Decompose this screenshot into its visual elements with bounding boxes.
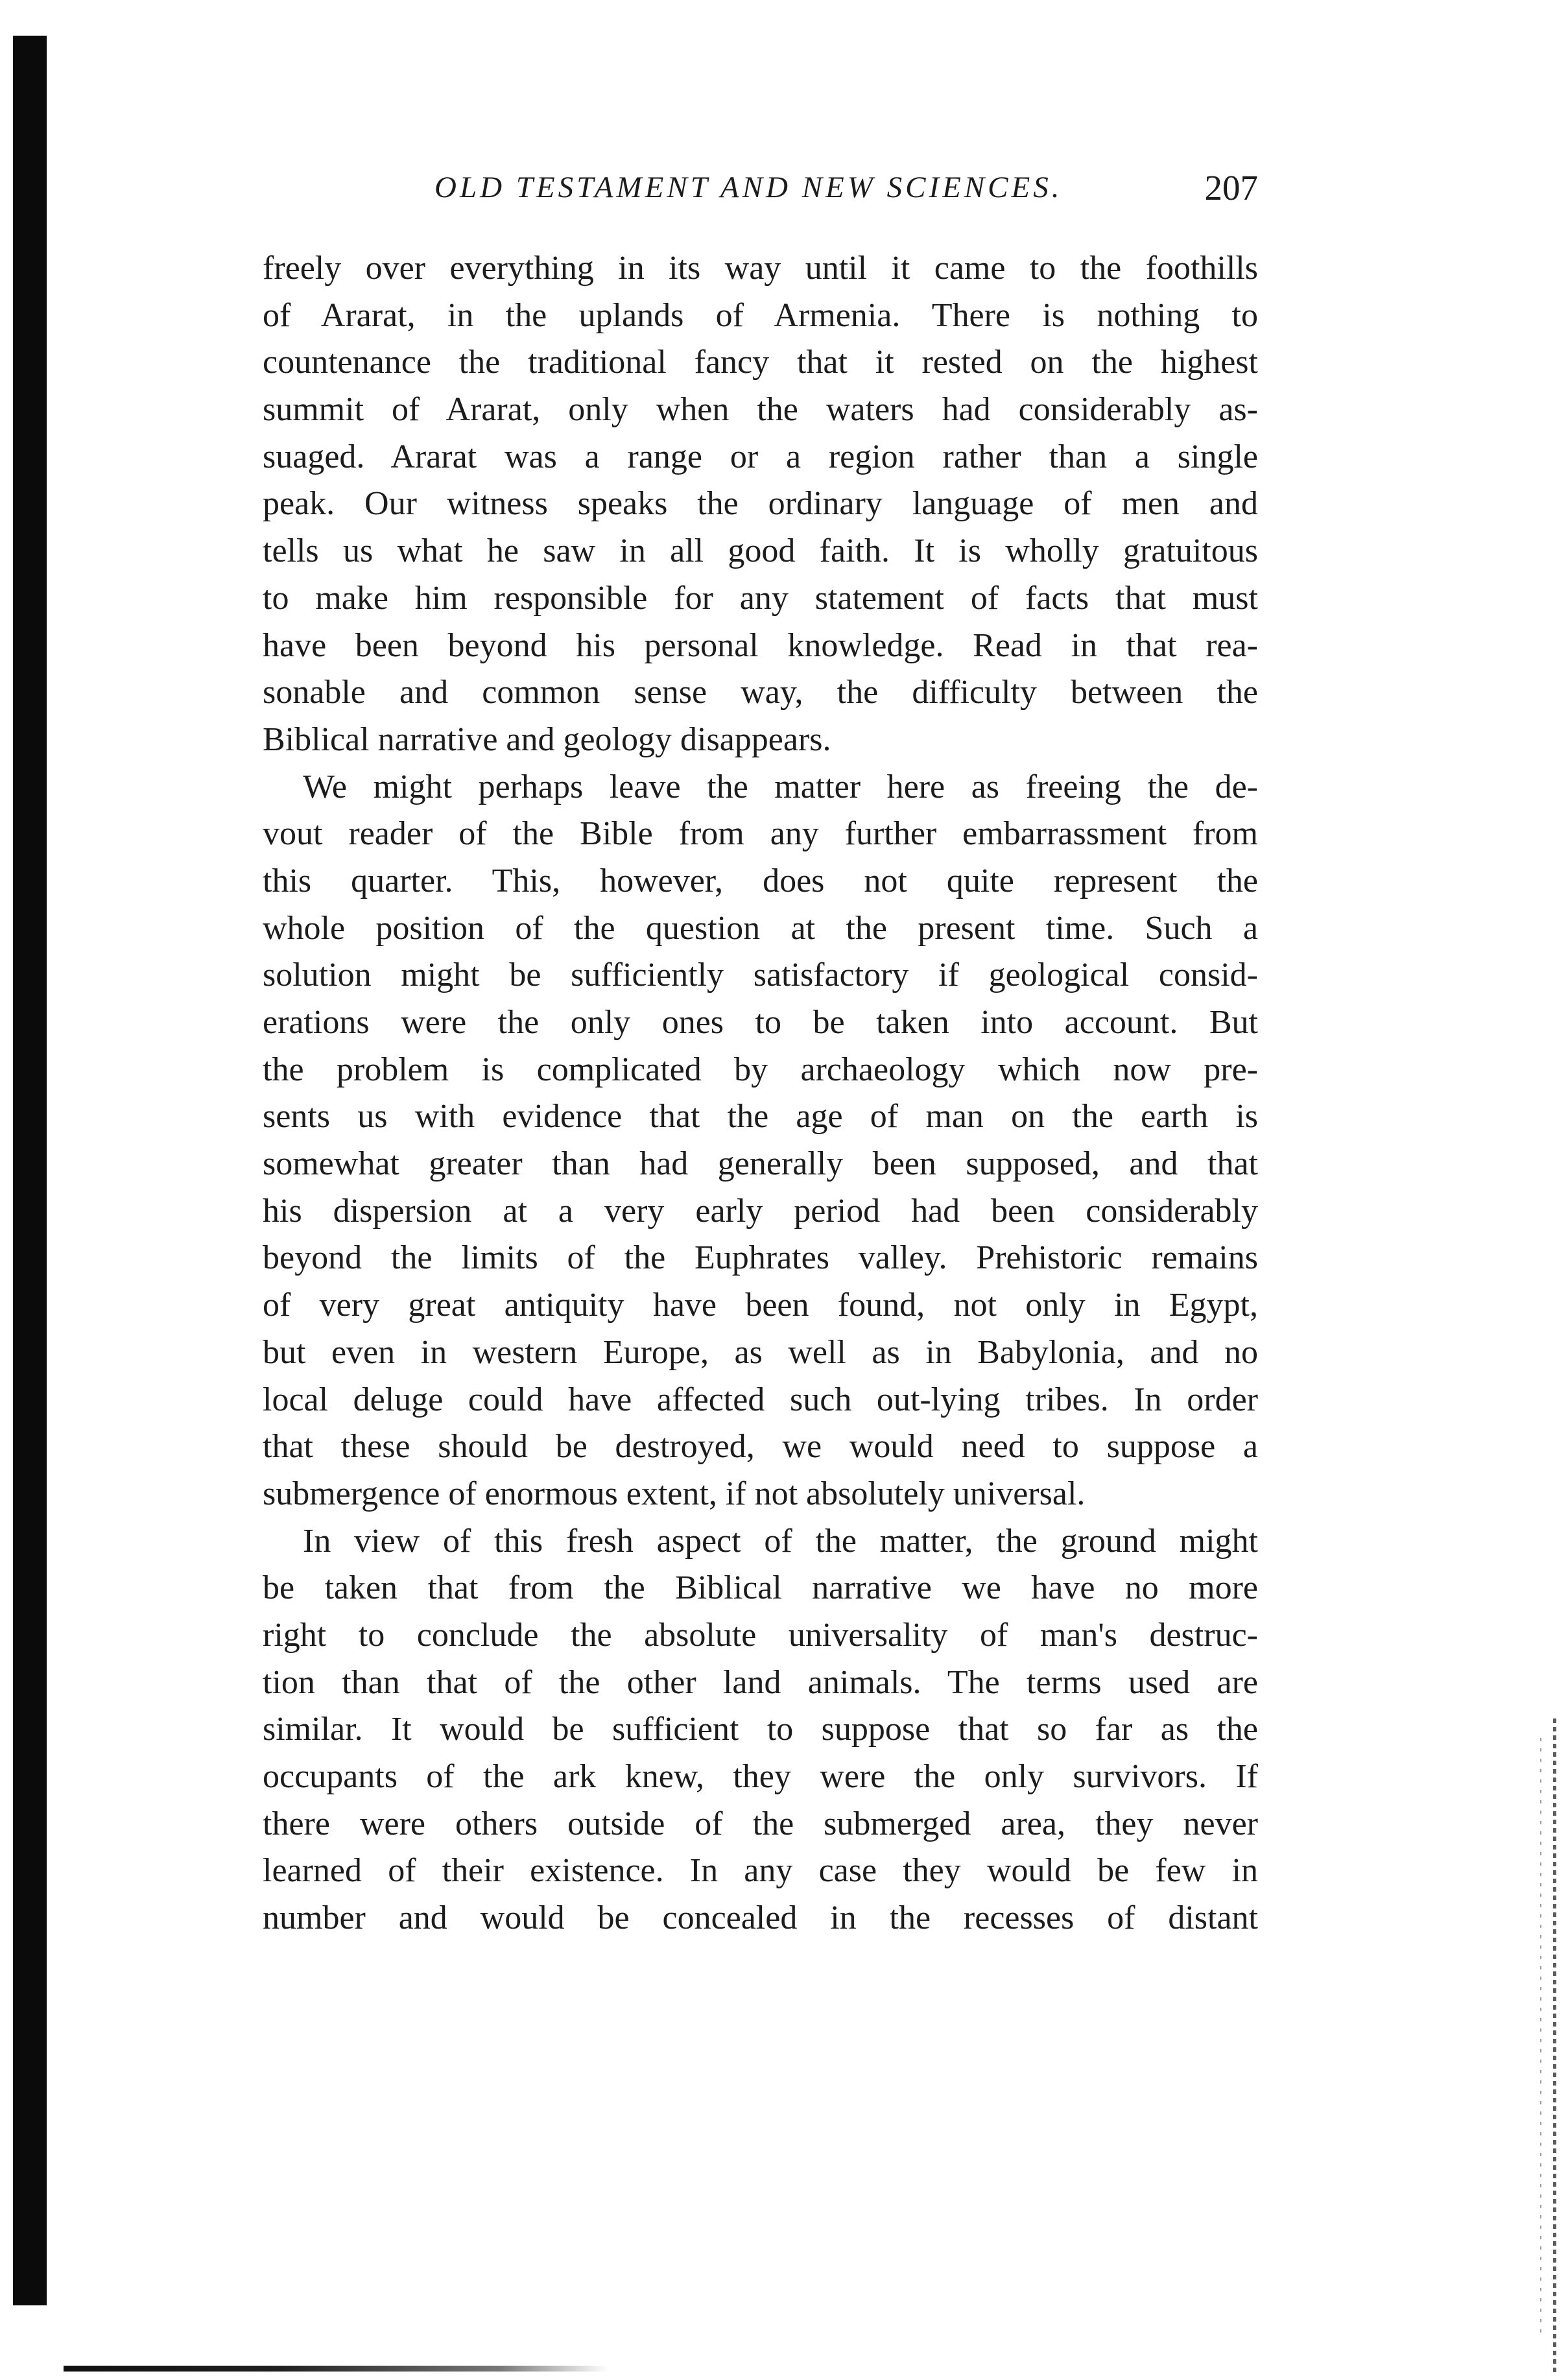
text-line: We might perhaps leave the matter here as freeing the de-: [303, 768, 1258, 805]
text-line: of very great antiquity have been found, not only in Egypt,: [263, 1287, 1258, 1324]
body-text: [263, 245, 1258, 1942]
text-line: number and would be concealed in the recesses of distant: [263, 1899, 1258, 1937]
text-line: be taken that from the Biblical narrative we have no more: [263, 1569, 1258, 1607]
text-line: freely over everything in its way until it came to the foothills: [263, 250, 1258, 287]
text-line: local deluge could have affected such out-lying tribes. In order: [263, 1381, 1258, 1418]
text-line: but even in western Europe, as well as in Babylonia, and no: [263, 1333, 1258, 1371]
text-line: beyond the limits of the Euphrates valley. Prehistoric remains: [263, 1239, 1258, 1277]
text-line: learned of their existence. In any case they would be few in: [263, 1852, 1258, 1890]
page-header: [263, 167, 1258, 219]
text-line: tells us what he saw in all good faith. It is wholly gratuitous: [263, 532, 1258, 570]
text-line: to make him responsible for any statement of facts that must: [263, 579, 1258, 617]
text-line: the problem is complicated by archaeology which now pre-: [263, 1051, 1258, 1088]
paragraph-1: [263, 245, 1258, 764]
text-line: suaged. Ararat was a range or a region rather than a single: [263, 438, 1258, 475]
text-line: countenance the traditional fancy that it rested on the highest: [263, 344, 1258, 381]
text-line: right to conclude the absolute universality of man's destruc-: [263, 1616, 1258, 1654]
scan-page-edge-right-inner: [1540, 1738, 1541, 2335]
text-line: solution might be sufficiently satisfactory if geological consid-: [263, 957, 1258, 994]
scan-binding-edge: [13, 36, 47, 2305]
text-line: summit of Ararat, only when the waters had considerably as-: [263, 391, 1258, 429]
text-line: there were others outside of the submerged area, they never: [263, 1805, 1258, 1842]
text-line: this quarter. This, however, does not quite represent the: [263, 862, 1258, 899]
paragraph-3: [263, 1518, 1258, 1942]
paragraph-2: [263, 764, 1258, 1518]
page-number: 207: [1204, 168, 1258, 208]
text-line: submergence of enormous extent, if not absolutely universal.: [263, 1475, 1086, 1512]
text-line: peak. Our witness speaks the ordinary language of men and: [263, 485, 1258, 523]
text-line: sonable and common sense way, the difficulty between the: [263, 674, 1258, 711]
text-line: whole position of the question at the present time. Such a: [263, 909, 1258, 947]
text-line: In view of this fresh aspect of the matter, the ground might: [303, 1522, 1258, 1560]
text-line: his dispersion at a very early period had been considerably: [263, 1192, 1258, 1230]
text-line: have been beyond his personal knowledge. Read in that rea-: [263, 626, 1258, 664]
running-title: OLD TESTAMENT AND NEW SCIENCES.: [434, 171, 1063, 204]
text-line: occupants of the ark knew, they were the only survivors. If: [263, 1758, 1258, 1795]
text-line: that these should be destroyed, we would need to suppose a: [263, 1428, 1258, 1466]
text-line: erations were the only ones to be taken into account. But: [263, 1004, 1258, 1041]
scan-page-edge-right: [1553, 1718, 1556, 2373]
text-line: Biblical narrative and geology disappears.: [263, 720, 831, 758]
text-line: somewhat greater than had generally been supposed, and that: [263, 1145, 1258, 1183]
text-line: of Ararat, in the uplands of Armenia. There is nothing to: [263, 296, 1258, 334]
text-line: vout reader of the Bible from any further embarrassment from: [263, 815, 1258, 853]
text-line: tion than that of the other land animals. The terms used are: [263, 1663, 1258, 1701]
scan-bottom-edge: [64, 2366, 608, 2372]
text-line: sents us with evidence that the age of man on the earth is: [263, 1098, 1258, 1135]
text-line: similar. It would be sufficient to suppose that so far as the: [263, 1711, 1258, 1748]
